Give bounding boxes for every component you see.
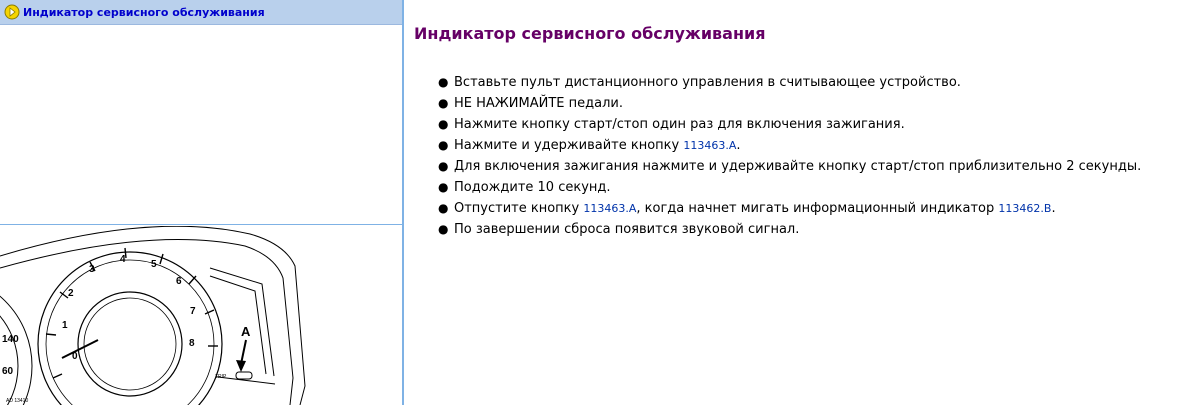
- dial-number-3: 3: [89, 264, 95, 275]
- bullet-icon: ●: [438, 180, 449, 194]
- page-title: Индикатор сервисного обслуживания: [414, 24, 766, 43]
- dial-number-7: 7: [190, 306, 196, 317]
- list-item: [438, 156, 1141, 177]
- bullet-icon: ●: [438, 75, 449, 89]
- nav-item-label: Индикатор сервисного обслуживания: [23, 5, 265, 19]
- list-item: [438, 135, 1141, 156]
- list-item: [438, 72, 1141, 93]
- bullet-icon: ●: [438, 96, 449, 110]
- bullet-icon: ●: [438, 117, 449, 131]
- instrument-cluster-illustration: [0, 226, 402, 405]
- step-text: По завершении сброса появится звуковой сигнал.: [454, 222, 800, 237]
- dial-number-6: 6: [176, 276, 182, 287]
- step-text: Нажмите и удерживайте кнопку: [454, 138, 684, 153]
- step-text-end: .: [1051, 201, 1056, 216]
- list-item: [438, 198, 1141, 219]
- dial-number-5: 5: [151, 259, 157, 270]
- list-item: [438, 114, 1141, 135]
- list-item: [438, 219, 1141, 240]
- step-text: Отпустите кнопку: [454, 201, 584, 216]
- dial-number-0: 0: [72, 351, 78, 362]
- dial-number-1: 1: [62, 320, 68, 331]
- step-text: Вставьте пульт дистанционного управления в считывающее устройство.: [454, 75, 961, 90]
- instrument-cluster-figure: [0, 226, 402, 405]
- speed-number-140: 140: [2, 334, 19, 345]
- step-text: НЕ НАЖИМАЙТЕ педали.: [454, 96, 623, 111]
- reference-link[interactable]: 113463.A: [583, 202, 637, 215]
- procedure-steps: [438, 72, 1141, 240]
- bullet-icon: ●: [438, 201, 449, 215]
- reference-link[interactable]: 113462.B: [998, 202, 1052, 215]
- bullet-icon: ●: [438, 138, 449, 152]
- navigation-tree: [0, 0, 402, 225]
- trip-button: [236, 372, 252, 379]
- step-text: Нажмите кнопку старт/стоп один раз для включения зажигания.: [454, 117, 905, 132]
- nav-item-service-indicator[interactable]: [0, 0, 402, 25]
- speed-number-60: 60: [2, 366, 14, 377]
- step-text-mid: , когда начнет мигать информационный индикатор: [636, 201, 999, 216]
- dial-number-2: 2: [68, 288, 74, 299]
- left-pane: [0, 0, 402, 405]
- step-text: Подождите 10 секунд.: [454, 180, 611, 195]
- step-text-end: .: [736, 138, 741, 153]
- content-pane: [404, 0, 1188, 405]
- bullet-icon: ●: [438, 222, 449, 236]
- dial-number-4: 4: [120, 254, 126, 265]
- bullet-icon: ●: [438, 159, 449, 173]
- step-text: Для включения зажигания нажмите и удерживайте кнопку старт/стоп приблизительно 2 секунды.: [454, 159, 1142, 174]
- trip-label: TRIP: [215, 374, 227, 380]
- reference-link[interactable]: 113463.A: [683, 139, 737, 152]
- list-item: [438, 93, 1141, 114]
- callout-label-a: A: [241, 324, 251, 339]
- dial-number-8: 8: [189, 338, 195, 349]
- list-item: [438, 177, 1141, 198]
- arrow-right-icon: [4, 4, 20, 20]
- figure-code: AD 13410: [6, 398, 29, 404]
